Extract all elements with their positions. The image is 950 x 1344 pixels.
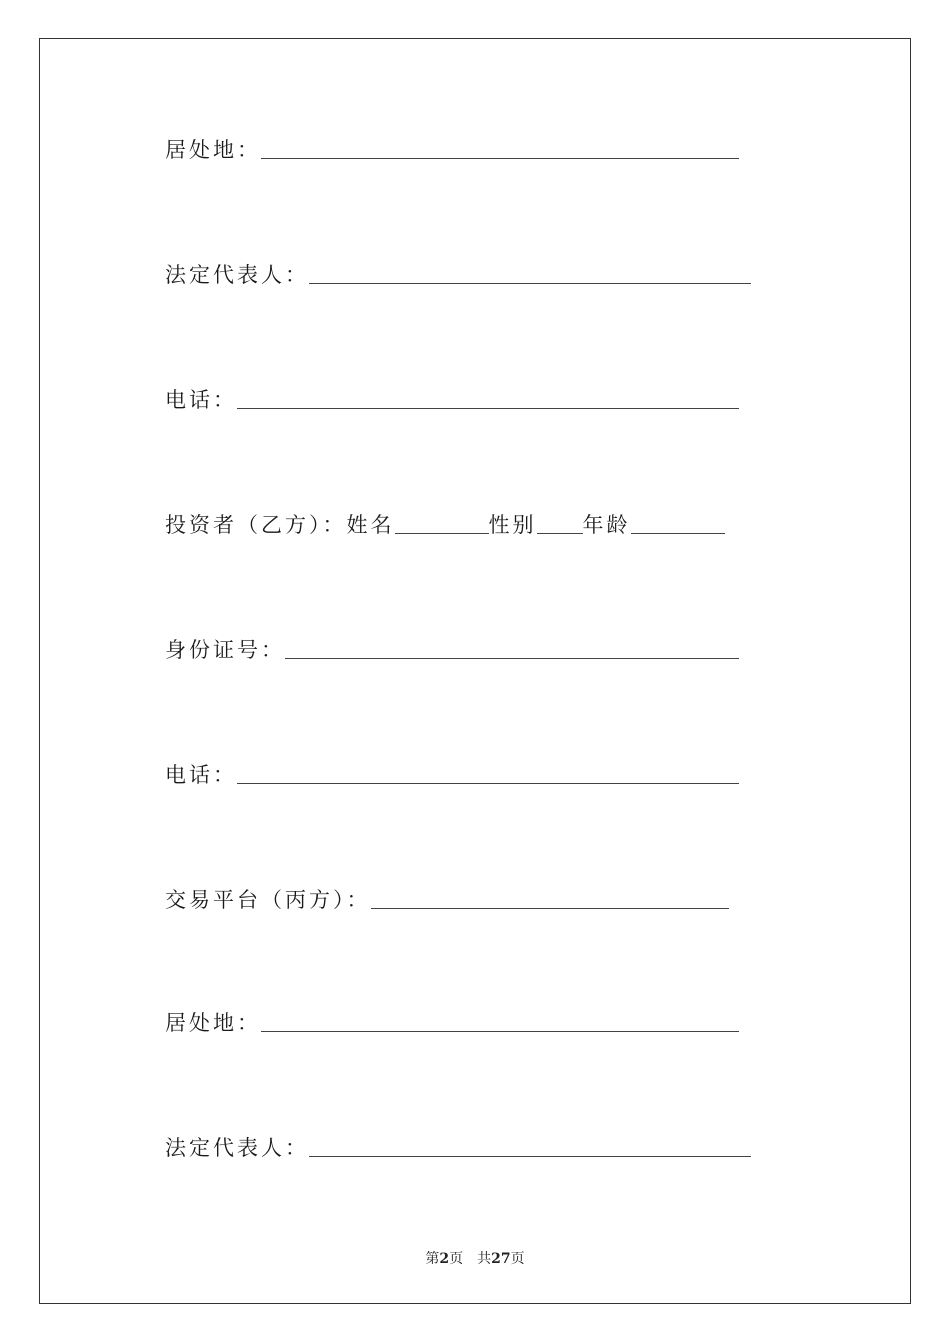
id-number-input-line[interactable] bbox=[285, 635, 739, 659]
field-label: 居处地： bbox=[165, 138, 261, 162]
field-label: 法定代表人： bbox=[165, 1136, 309, 1160]
age-label: 年龄 bbox=[582, 513, 631, 537]
trading-platform-input-line[interactable] bbox=[371, 885, 729, 909]
field-label: 法定代表人： bbox=[165, 263, 309, 287]
page-frame bbox=[39, 38, 911, 1304]
field-label: 电话： bbox=[165, 388, 237, 412]
field-trading-platform bbox=[165, 880, 729, 912]
field-id-number bbox=[165, 630, 739, 662]
field-label: 身份证号： bbox=[165, 638, 285, 662]
legal-rep-input-line[interactable] bbox=[309, 1133, 751, 1157]
field-label: 电话： bbox=[165, 763, 237, 787]
gender-label: 性别 bbox=[488, 513, 537, 537]
field-phone-2 bbox=[165, 755, 739, 787]
name-input-line[interactable] bbox=[395, 510, 489, 534]
field-residence-2 bbox=[165, 1003, 739, 1035]
current-page-number: 2 bbox=[439, 1251, 450, 1267]
field-residence-1 bbox=[165, 130, 739, 162]
footer-total-unit: 页 bbox=[510, 1251, 525, 1267]
field-legal-rep-1 bbox=[165, 255, 751, 287]
field-label: 居处地： bbox=[165, 1011, 261, 1035]
field-label: 交易平台（丙方）： bbox=[165, 888, 371, 912]
phone-input-line[interactable] bbox=[237, 760, 739, 784]
field-label: 投资者（乙方）： bbox=[165, 513, 347, 537]
gender-input-line[interactable] bbox=[537, 510, 583, 534]
footer-page-unit: 页 bbox=[449, 1251, 464, 1267]
field-legal-rep-2 bbox=[165, 1128, 751, 1160]
page-footer bbox=[0, 1248, 950, 1268]
age-input-line[interactable] bbox=[631, 510, 725, 534]
name-label: 姓名 bbox=[346, 513, 395, 537]
total-pages-number: 27 bbox=[491, 1251, 511, 1267]
phone-input-line[interactable] bbox=[237, 385, 739, 409]
field-investor bbox=[165, 505, 725, 537]
residence-input-line[interactable] bbox=[261, 135, 739, 159]
legal-rep-input-line[interactable] bbox=[309, 260, 751, 284]
field-phone-1 bbox=[165, 380, 739, 412]
footer-total-prefix: 共 bbox=[477, 1251, 492, 1267]
footer-prefix: 第 bbox=[425, 1251, 440, 1267]
residence-input-line[interactable] bbox=[261, 1008, 739, 1032]
